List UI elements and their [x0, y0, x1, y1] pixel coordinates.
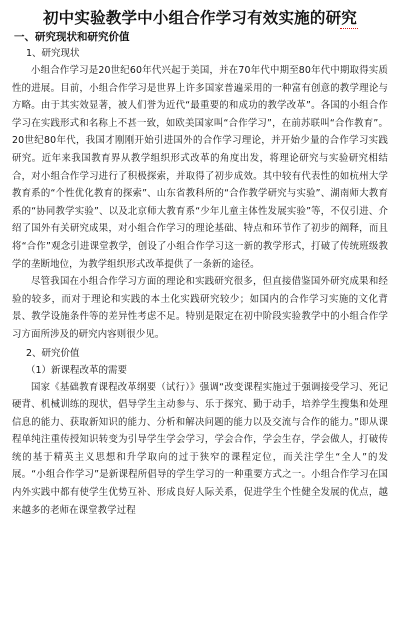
subsection-heading-research-value: 2、研究价值	[26, 347, 80, 359]
document-title	[12, 8, 388, 28]
spellcheck-underline-icon	[340, 25, 358, 29]
section-heading-research-status-and-value: 一、研究现状和研究价值	[14, 31, 130, 43]
paragraph-research-gap: 尽管我国在小组合作学习方面的理论和实践研究很多，但直接借鉴国外研究成果和经验的较多，而对于理论和实践的本土化实践研究较少；如国内的合作学习实施的文化背景、教学设施条件等的差异性考虑不足。特别是限定在初中阶段实验教学中的小组合作学习方面所涉及的研究内容则很少见。	[12, 276, 388, 340]
document-title-text: 初中实验教学中小组合作学习有效实施的研究	[42, 9, 357, 27]
paragraph-research-status: 小组合作学习是20世纪60年代兴起于美国，并在70年代中期至80年代中期取得实质性的进展。目前，小组合作学习是世界上许多国家普遍采用的一种富有创意的教学理论与方略。由于其实效显著，被人们誉为近代“最重要的和成功的教学改革”。各国的小组合作学习在实践形式和名称上不甚一致，如欧美国家叫“合作学习”，在前苏联叫“合作教育”。20世纪80年代，我国才刚刚开始引进国外的合作学习理论，并开始少量的合作学习实践研究。近年来我国教育界从教学组织形式改革的角度出发，将理论研究与实验研究相结合，对小组合作学习进行了积极探索，并取得了初步成效。其中较有代表性的如杭州大学教育系的“个性优化教育的探索”、山东省教科所的“合作教学研究与实验”、湖南师大教育系的“协同教学实验”、以及北京师大教育系“少年儿童主体性发展实验”等，不仅引进、介绍了国外有关研究成果，对小组合作学习的理论基础、特点和环节作了初步的阐释，而且将“合作”观念引进课堂教学，创设了小组合作学习这一新的教学形式，打破了传统班级教学的垄断地位，为教学组织形式改革提供了一条新的途径。	[12, 65, 388, 270]
subsection-heading-curriculum-reform-need: （1）新课程改革的需要	[26, 364, 128, 376]
subsection-heading-research-status: 1、研究现状	[26, 48, 80, 59]
paragraph-curriculum-reform: 国家《基础教育课程改革纲要（试行）》强调“改变课程实施过于强调接受学习、死记硬背、机械训练的现状，倡导学生主动参与、乐于探究、勤于动手，培养学生搜集和处理信息的能力、获取新知识的能力、分析和解决问题的能力以及交流与合作的能力。”即从课程单纯注重传授知识转变为引导学生学会学习，学会合作，学会生存，学会做人，打破传统的基于精英主义思想和升学取向的过于狭窄的课程定位，而关注学生“全人”的发展。“小组合作学习”是新课程所倡导的学生学习的一种重要方式之一。小组合作学习在国内外实践中都有使学生优势互补、形成良好人际关系，促进学生个性健全发展的优点，越来越多的老师在课堂教学过程	[12, 381, 388, 516]
